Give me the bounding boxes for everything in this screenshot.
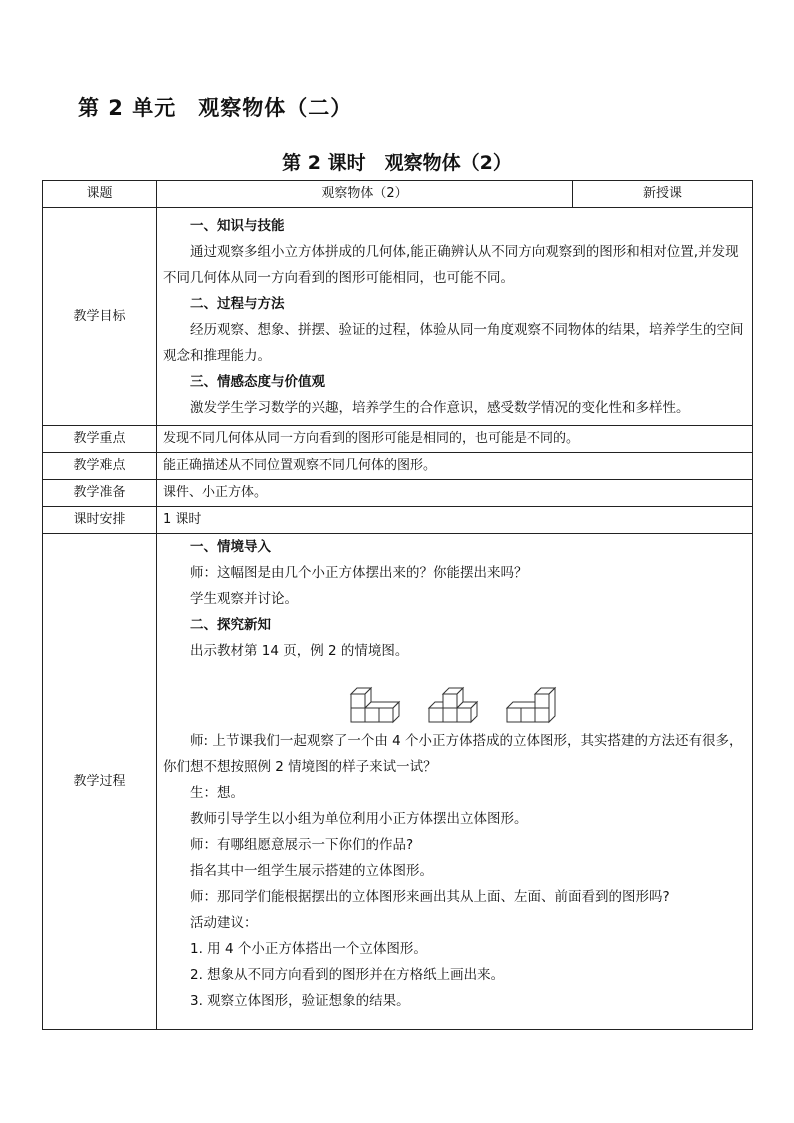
preparation-label: 教学准备 bbox=[43, 480, 157, 507]
process-label: 教学过程 bbox=[43, 534, 157, 1030]
objective-heading-3: 三、情感态度与价值观 bbox=[190, 373, 325, 390]
process-line: 学生观察并讨论。 bbox=[190, 591, 298, 607]
process-line: 指名其中一组学生展示搭建的立体图形。 bbox=[190, 863, 433, 879]
key-point-row bbox=[43, 426, 753, 453]
difficulty-row bbox=[43, 453, 753, 480]
objectives-label: 教学目标 bbox=[43, 208, 157, 426]
objective-text-2: 经历观察、想象、拼摆、验证的过程，体验从同一角度观察不同物体的结果，培养学生的空间观念和推理能力。 bbox=[163, 321, 744, 364]
topic-value: 观察物体（2） bbox=[157, 181, 573, 208]
process-line: 师：有哪组愿意展示一下你们的作品? bbox=[190, 837, 414, 853]
unit-title: 第 2 单元 观察物体（二） bbox=[78, 96, 353, 120]
process-line: 师: 上节课我们一起观察了一个由 4 个小正方体搭成的立体图形，其实搭建的方法还有很多，你们想不想按照例 2 情境图的样子来试一试？ bbox=[163, 733, 743, 775]
schedule-value: 1 课时 bbox=[157, 507, 753, 534]
objective-heading-2: 二、过程与方法 bbox=[190, 295, 285, 312]
process-line: 师：那同学们能根据摆出的立体图形来画出其从上面、左面、前面看到的图形吗? bbox=[190, 889, 670, 905]
cube-figure-1 bbox=[349, 686, 405, 726]
process-heading-1: 一、情境导入 bbox=[190, 539, 271, 555]
preparation-value: 课件、小正方体。 bbox=[157, 480, 753, 507]
topic-label: 课题 bbox=[43, 181, 157, 208]
process-line: 1. 用 4 个小正方体搭出一个立体图形。 bbox=[190, 941, 427, 957]
process-line: 2. 想象从不同方向看到的图形并在方格纸上画出来。 bbox=[190, 967, 505, 983]
schedule-row bbox=[43, 507, 753, 534]
process-row bbox=[43, 534, 753, 1030]
objective-text-3: 激发学生学习数学的兴趣，培养学生的合作意识，感受数学情况的变化性和多样性。 bbox=[190, 399, 690, 416]
difficulty-value: 能正确描述从不同位置观察不同几何体的图形。 bbox=[157, 453, 753, 480]
lesson-plan-table bbox=[42, 180, 753, 1030]
cube-figures bbox=[163, 670, 746, 726]
objectives-row bbox=[43, 208, 753, 426]
lesson-type: 新授课 bbox=[573, 181, 753, 208]
objectives-content bbox=[157, 208, 753, 426]
key-point-value: 发现不同几何体从同一方向看到的图形可能是相同的，也可能是不同的。 bbox=[157, 426, 753, 453]
key-point-label: 教学重点 bbox=[43, 426, 157, 453]
process-line: 出示教材第 14 页，例 2 的情境图。 bbox=[190, 643, 409, 659]
lesson-title: 第 2 课时 观察物体（2） bbox=[282, 152, 512, 174]
process-heading-2: 二、探究新知 bbox=[190, 617, 271, 633]
process-line: 3. 观察立体图形，验证想象的结果。 bbox=[190, 993, 410, 1009]
process-line: 教师引导学生以小组为单位利用小正方体摆出立体图形。 bbox=[190, 811, 528, 827]
process-content bbox=[157, 534, 753, 1030]
topic-row bbox=[43, 181, 753, 208]
cube-figure-3 bbox=[505, 686, 561, 726]
objective-text-1: 通过观察多组小立方体拼成的几何体,能正确辨认从不同方向观察到的图形和相对位置,并发现不同几何体从同一方向看到的图形可能相同，也可能不同。 bbox=[163, 243, 739, 286]
objective-heading-1: 一、知识与技能 bbox=[190, 217, 285, 234]
process-line: 生：想。 bbox=[190, 785, 244, 801]
difficulty-label: 教学难点 bbox=[43, 453, 157, 480]
cube-figure-2 bbox=[427, 686, 483, 726]
process-line: 师：这幅图是由几个小正方体摆出来的？你能摆出来吗？ bbox=[190, 565, 528, 581]
preparation-row bbox=[43, 480, 753, 507]
process-line: 活动建议： bbox=[190, 915, 258, 931]
schedule-label: 课时安排 bbox=[43, 507, 157, 534]
